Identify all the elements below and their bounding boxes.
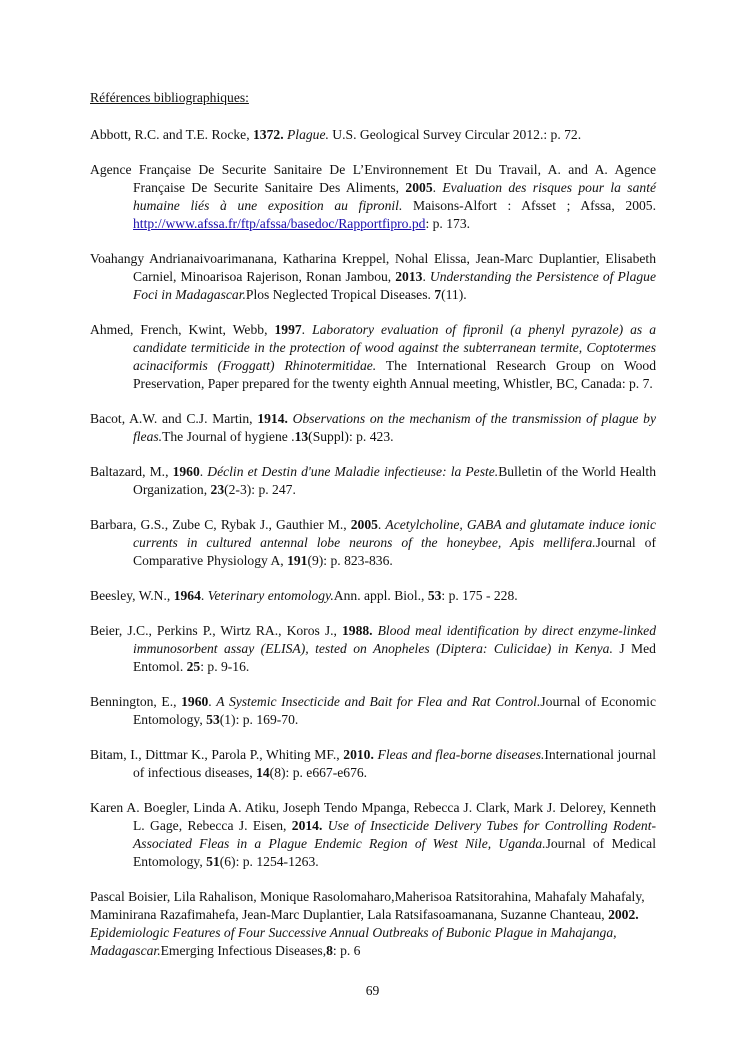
- ref-authors: Ahmed, French, Kwint, Webb,: [90, 322, 275, 337]
- page-number: 69: [365, 983, 380, 998]
- ref-title: Observations on the mechanism of the transmission of plague by fleas.: [133, 411, 656, 444]
- ref-year: 2005: [405, 180, 433, 195]
- ref-source: International journal of infectious diseases,: [133, 747, 656, 780]
- ref-authors: Beier, J.C., Perkins P., Wirtz RA., Koros J.,: [90, 623, 342, 638]
- ref-volume: 25: [186, 659, 201, 674]
- ref-year: 2002.: [608, 907, 639, 922]
- ref-year: 2005: [350, 517, 378, 532]
- ref-title: Understanding the Persistence of Plague Foci in Madagascar.: [133, 269, 656, 302]
- reference-entry: [90, 693, 656, 729]
- ref-title: Blood meal identification by direct enzyme-linked immunosorbent assay (ELISA), tested on Anopheles (Diptera: Culicidae) in Kenya.: [133, 623, 657, 656]
- ref-pages: : p. 173.: [425, 216, 471, 231]
- ref-source: Plos Neglected Tropical Diseases.: [245, 287, 435, 302]
- ref-year: 1964: [173, 588, 201, 603]
- ref-year: 2013: [395, 269, 423, 284]
- ref-authors: Bennington, E.,: [90, 694, 182, 709]
- reference-entry: [90, 250, 656, 304]
- ref-title: Plague.: [287, 127, 329, 142]
- ref-url-link[interactable]: http://www.afssa.fr/ftp/afssa/basedoc/Rapportfipro.pd: [133, 216, 426, 231]
- ref-separator: .: [301, 322, 313, 337]
- ref-title: Epidemiologic Features of Four Successive Annual Outbreaks of Bubonic Plague in Mahajanga, Madagascar.: [90, 925, 617, 958]
- ref-title: Evaluation des risques pour la santé humaine liés à une exposition au fipronil.: [133, 180, 656, 213]
- ref-year: 2014.: [291, 818, 323, 833]
- ref-source: Journal of Comparative Physiology A,: [133, 535, 656, 568]
- reference-entry: [90, 622, 656, 676]
- ref-authors: Bitam, I., Dittmar K., Parola P., Whiting MF.,: [90, 747, 344, 762]
- ref-volume: 8: [326, 943, 333, 958]
- ref-authors: Abbott, R.C. and T.E. Rocke,: [90, 127, 253, 142]
- references-heading: Références bibliographiques:: [90, 90, 249, 105]
- ref-volume: 51: [206, 854, 220, 869]
- ref-source: Journal of Economic Entomology,: [133, 694, 656, 727]
- ref-title: Fleas and flea-borne diseases.: [377, 747, 545, 762]
- ref-pages: (2-3): p. 247.: [224, 482, 296, 497]
- reference-entry: [90, 161, 656, 233]
- ref-year: 1372.: [253, 127, 284, 142]
- ref-year: 1960: [181, 694, 209, 709]
- reference-entry: [90, 799, 656, 871]
- ref-source: U.S. Geological Survey Circular 2012.: p. 72.: [328, 127, 582, 142]
- ref-source: Journal of Medical Entomology,: [133, 836, 656, 869]
- ref-title: Veterinary entomology.: [207, 588, 334, 603]
- ref-title: Use of Insecticide Delivery Tubes for Controlling Rodent-Associated Fleas in a Plague Endemic Region of West Nile, Uganda.: [133, 818, 657, 851]
- ref-pages: : p. 6: [332, 943, 361, 958]
- ref-pages: (Suppl): p. 423.: [308, 429, 394, 444]
- ref-title: Laboratory evaluation of fipronil (a phenyl pyrazole) as a candidate termiticide in the protection of wood against the subterranean termite, Coptotermes acinaciformis (Froggatt) Rhinotermitidae.: [133, 322, 657, 373]
- ref-source: Emerging Infectious Diseases,: [160, 943, 327, 958]
- reference-entry: [90, 321, 656, 393]
- ref-title: A Systemic Insecticide and Bait for Flea and Rat Control.: [216, 694, 541, 709]
- ref-pages: : p. 9-16.: [200, 659, 250, 674]
- ref-pages: (8): p. e667-e676.: [269, 765, 368, 780]
- ref-separator: .: [208, 694, 217, 709]
- ref-year: 1914.: [257, 411, 288, 426]
- ref-year: 1988.: [341, 623, 373, 638]
- ref-authors: Agence Française De Securite Sanitaire De L’Environnement Et Du Travail, A. and A. Agence Française De Securite Sanitaire Des Aliments,: [90, 162, 656, 195]
- ref-volume: 53: [206, 712, 220, 727]
- ref-volume: 14: [256, 765, 270, 780]
- ref-authors: Barbara, G.S., Zube C, Rybak J., Gauthier M.,: [90, 517, 351, 532]
- ref-separator: .: [199, 464, 208, 479]
- reference-entry: [90, 126, 656, 144]
- ref-volume: 23: [210, 482, 225, 497]
- reference-entry: [90, 587, 656, 605]
- ref-authors: Voahangy Andrianaivoarimanana, Katharina Kreppel, Nohal Elissa, Jean-Marc Duplantier, Elisabeth Carniel, Minoarisoa Rajerison, Ronan Jambou,: [90, 251, 656, 284]
- ref-separator: .: [422, 269, 430, 284]
- ref-title: Déclin et Destin d'une Maladie infectieuse: la Peste.: [207, 464, 499, 479]
- ref-source: J Med Entomol.: [133, 641, 656, 674]
- ref-title: Acetylcholine, GABA and glutamate induce ionic currents in cultured antennal lobe neurons of the honeybee, Apis mellifera.: [133, 517, 656, 550]
- ref-separator: .: [200, 588, 208, 603]
- ref-volume: 53: [427, 588, 442, 603]
- ref-source: The International Research Group on Wood Preservation, Paper prepared for the twenty eighth Annual meeting, Whistler, BC, Canada: p. 7.: [133, 358, 656, 391]
- ref-authors: Bacot, A.W. and C.J. Martin,: [90, 411, 258, 426]
- ref-pages: (11).: [441, 287, 467, 302]
- ref-source: The Journal of hygiene .: [162, 429, 295, 444]
- ref-pages: (9): p. 823-836.: [307, 553, 393, 568]
- ref-source: Ann. appl. Biol.,: [333, 588, 428, 603]
- ref-year: 2010.: [343, 747, 374, 762]
- reference-list: [90, 126, 656, 977]
- ref-year: 1997: [274, 322, 302, 337]
- reference-entry: [90, 746, 656, 782]
- ref-volume: 13: [294, 429, 309, 444]
- reference-entry: [90, 516, 656, 570]
- ref-volume: 7: [434, 287, 442, 302]
- reference-entry: [90, 410, 656, 446]
- ref-pages: (6): p. 1254-1263.: [219, 854, 319, 869]
- ref-separator: .: [432, 180, 443, 195]
- ref-authors: Karen A. Boegler, Linda A. Atiku, Joseph Tendo Mpanga, Rebecca J. Clark, Mark J. Delorey, Kenneth L. Gage, Rebecca J. Eisen,: [90, 800, 656, 833]
- ref-authors: Pascal Boisier, Lila Rahalison, Monique Rasolomaharo,Maherisoa Ratsitorahina, Mahafaly Mahafaly, Maminirana Razafimahefa, Jean-Marc Duplantier, Lala Ratsifasoamanana, Suzanne Chanteau,: [90, 889, 645, 922]
- ref-pages: : p. 175 - 228.: [441, 588, 518, 603]
- reference-entry: [90, 463, 656, 499]
- ref-source: Bulletin of the World Health Organization,: [133, 464, 656, 497]
- ref-source: Maisons-Alfort : Afsset ; Afssa, 2005.: [402, 198, 656, 213]
- ref-pages: (1): p. 169-70.: [219, 712, 299, 727]
- ref-authors: Baltazard, M.,: [90, 464, 173, 479]
- reference-entry: [90, 888, 656, 960]
- ref-year: 1960: [172, 464, 200, 479]
- ref-authors: Beesley, W.N.,: [90, 588, 174, 603]
- ref-separator: .: [377, 517, 386, 532]
- ref-volume: 191: [287, 553, 308, 568]
